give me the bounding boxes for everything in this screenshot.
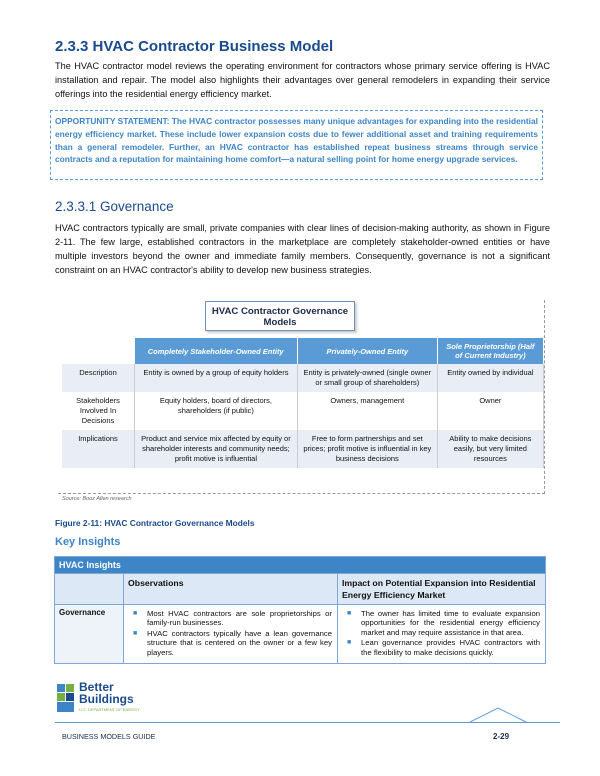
blank-header-cell	[55, 574, 124, 605]
row-label: Stakeholders Involved In Decisions	[62, 392, 135, 430]
insights-table	[54, 556, 546, 664]
footer-rule	[55, 722, 560, 723]
section-title: 2.3.3 HVAC Contractor Business Model	[55, 38, 334, 55]
table-cell: Entity owned by individual	[437, 364, 543, 392]
col-header: Privately-Owned Entity	[297, 338, 437, 364]
table-cell: Entity is privately-owned (single owner or small group of shareholders)	[297, 364, 437, 392]
list-item: ■ Lean governance provides HVAC contractors with the flexibility to make decisions quickly.	[343, 638, 540, 657]
list-item: ■ The owner has limited time to evaluate expansion opportunities for the residential energy efficiency market and may require assistance in that area.	[343, 609, 540, 637]
col-header: Sole Proprietorship (Half of Current Industry)	[437, 338, 543, 364]
governance-paragraph: HVAC contractors typically are small, private companies with clear lines of decision-making authority, as shown in Figure 2-11. The few large, established contractors in the marketplace are completely stakeholder-owned entities or have multiple investors beyond the owner and immediate family members. Consequently, governance is not a significant constraint on an HVAC contractor's ability to develop new business strategies.	[55, 223, 550, 275]
table-cell: Owners, management	[297, 392, 437, 430]
table-cell: Entity is owned by a group of equity holders	[135, 364, 298, 392]
observations-header: Observations	[124, 574, 338, 605]
governance-heading: 2.3.3.1 Governance	[55, 199, 174, 214]
intro-paragraph: The HVAC contractor model reviews the operating environment for contractors whose primary service offering is HVAC installation and repair. The model also highlights their advantages over general remodelers in expanding their service offerings into the residential energy efficiency market.	[55, 61, 550, 99]
row-label: Description	[62, 364, 135, 392]
impact-header: Impact on Potential Expansion into Residential Energy Efficiency Market	[338, 574, 546, 605]
figure-title: HVAC Contractor Governance Models	[205, 301, 355, 331]
logo-line1: Better	[79, 680, 114, 694]
key-insights-heading: Key Insights	[55, 536, 121, 548]
table-row	[55, 605, 546, 664]
table-cell: Owner	[437, 392, 543, 430]
table-cell: Equity holders, board of directors, shareholders (if public)	[135, 392, 298, 430]
governance-table	[62, 338, 544, 468]
page-number: 2-29	[493, 732, 510, 741]
row-label: Governance	[55, 605, 124, 664]
figure-caption: Figure 2-11: HVAC Contractor Governance Models	[55, 518, 255, 528]
impact-cell	[338, 605, 546, 664]
figure-source: Source: Booz Allen research	[62, 496, 132, 502]
logo-tagline: U.S. DEPARTMENT OF ENERGY	[79, 707, 140, 712]
row-label: Implications	[62, 430, 135, 468]
table-cell: Product and service mix affected by equity or shareholder interests and community needs; profit motive is influential	[135, 430, 298, 468]
list-item: ■ HVAC contractors typically have a lean governance structure that is centered on the owner or a few key players.	[129, 629, 332, 657]
better-buildings-logo	[55, 678, 165, 718]
table-cell: Free to form partnerships and set prices; profit motive is influential in key business decisions	[297, 430, 437, 468]
footer-guide-name: BUSINESS MODELS GUIDE	[62, 732, 156, 741]
table-row	[62, 364, 544, 392]
table-cell: Ability to make decisions easily, but very limited resources	[437, 430, 543, 468]
logo-line2: Buildings	[79, 692, 134, 706]
opportunity-statement: OPPORTUNITY STATEMENT: The HVAC contractor possesses many unique advantages for expanding into the residential energy efficiency market. These include lower expansion costs due to fewer additional asset and training requirements than a general remodeler. Further, an HVAC contractor has established repeat business streams through service contracts and a reputation for maintaining home comfort—a natural selling point for home energy upgrade services.	[50, 110, 543, 180]
table-row	[62, 430, 544, 468]
corner-cell	[62, 338, 135, 364]
list-item: ■ Most HVAC contractors are sole proprietorships or family-run businesses.	[129, 609, 332, 628]
insights-table-title: HVAC Insights	[55, 557, 546, 574]
table-row	[62, 392, 544, 430]
col-header: Completely Stakeholder-Owned Entity	[135, 338, 298, 364]
observations-cell	[124, 605, 338, 664]
